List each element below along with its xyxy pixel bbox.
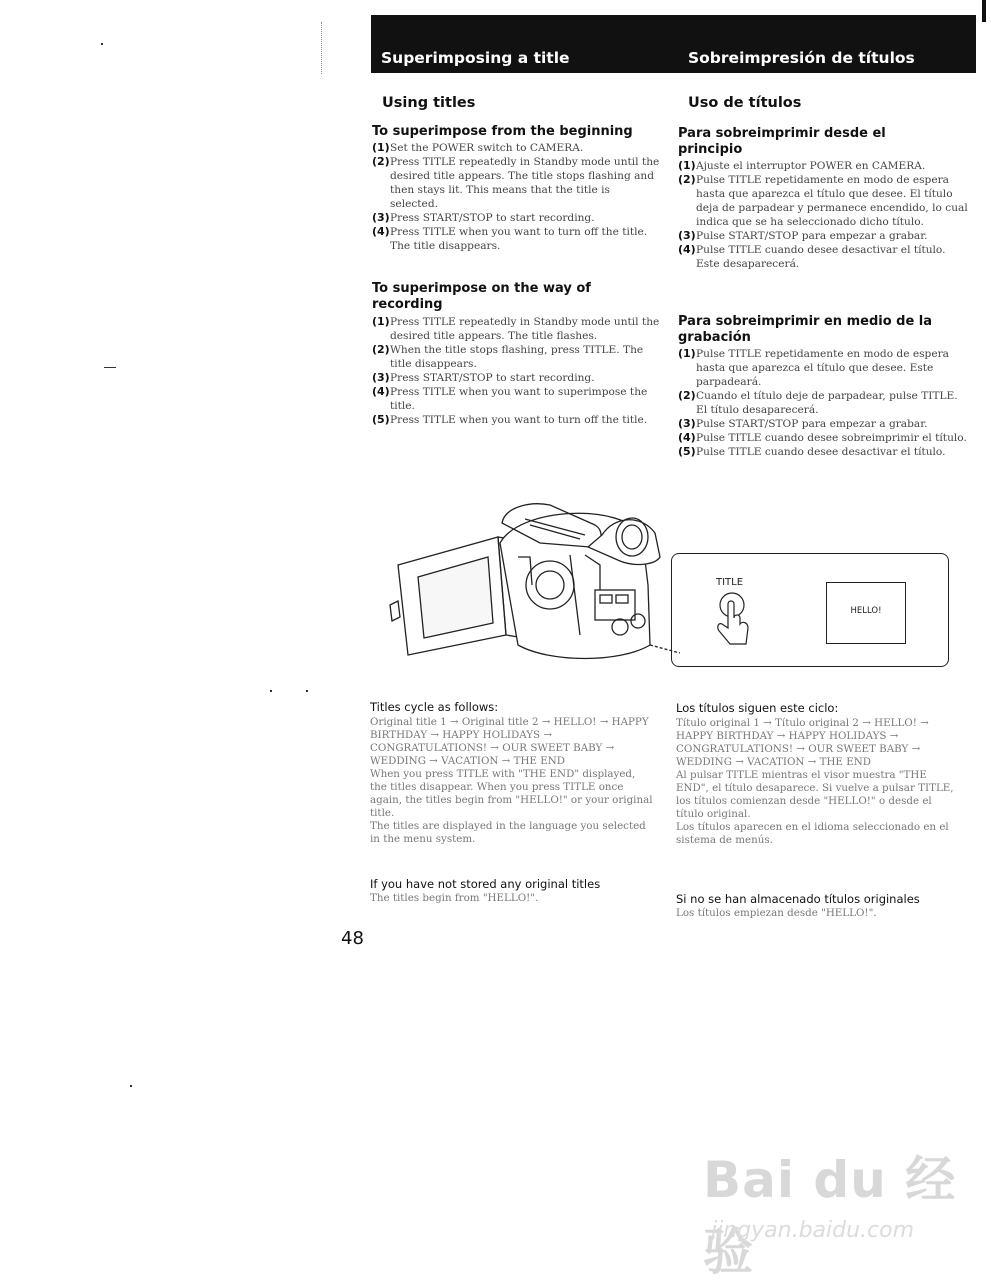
step-item: (3) Press START/STOP to start recording. bbox=[372, 371, 595, 384]
title-button-panel bbox=[671, 553, 949, 667]
step-item: (5) Pulse TITLE cuando desee desactivar el título. bbox=[678, 445, 946, 458]
section-title-en: Using titles bbox=[382, 95, 476, 111]
viewfinder-screen bbox=[826, 582, 906, 644]
step-item: (4) Press TITLE when you want to turn off the title. The title disappears. bbox=[372, 225, 648, 252]
camcorder-illustration bbox=[380, 495, 680, 670]
step-item: (4) Pulse TITLE cuando desee desactivar el título. Este desaparecerá. bbox=[678, 243, 946, 270]
not-stored-text-es: Los títulos empiezan desde "HELLO!". bbox=[676, 907, 877, 919]
step-item: (2) Press TITLE repeatedly in Standby mode until the desired title appears. The title stops flashing and then stays lit. This means that the title is selected. bbox=[372, 155, 660, 210]
cycle-text-en: Original title 1 → Original title 2 → HELLO! → HAPPY BIRTHDAY → HAPPY HOLIDAYS → CONGRATULATIONS! → OUR SWEET BABY → WEDDING → VACATION → THE END When you press TITLE with "THE END" displayed, the titles disappear. When you press TITLE once again, the titles begin from "HELLO!" or your original title. The titles are displayed in the language you selected in the menu system. bbox=[370, 716, 653, 845]
step-item: (3) Pulse START/STOP para empezar a grabar. bbox=[678, 417, 928, 430]
steps-beginning-es bbox=[678, 159, 968, 271]
heading-midway-es: Para sobreimprimir en medio de la grabación bbox=[678, 314, 933, 345]
page-edge-mark bbox=[982, 0, 986, 22]
step-item: (1) Set the POWER switch to CAMERA. bbox=[372, 141, 584, 154]
watermark-url: jingyan.baidu.com bbox=[711, 1218, 915, 1243]
step-item: (2) Pulse TITLE repetidamente en modo de espera hasta que aparezca el título que desee. El título deja de parpadear y permanece encendido, lo cual indica que se ha seleccionado dicho título. bbox=[678, 173, 968, 228]
step-item: (2) When the title stops flashing, press TITLE. The title disappears. bbox=[372, 343, 644, 370]
section-banner bbox=[371, 15, 976, 73]
step-item: (5) Press TITLE when you want to turn off the title. bbox=[372, 413, 648, 426]
steps-beginning-en bbox=[372, 141, 660, 253]
step-item: (1) Press TITLE repeatedly in Standby mode until the desired title appears. The title flashes. bbox=[372, 315, 660, 342]
screen-title-text: HELLO! bbox=[850, 606, 882, 616]
baidu-watermark bbox=[703, 1140, 973, 1281]
title-button-label: TITLE bbox=[716, 577, 744, 588]
heading-midway-en: To superimpose on the way of recording bbox=[372, 281, 591, 312]
page-number: 48 bbox=[341, 928, 364, 949]
hand-pressing-button-icon bbox=[710, 588, 760, 650]
scan-speck bbox=[270, 690, 272, 692]
not-stored-text-en: The titles begin from "HELLO!". bbox=[370, 892, 539, 904]
step-item: (3) Press START/STOP to start recording. bbox=[372, 211, 595, 224]
heading-beginning-es: Para sobreimprimir desde el principio bbox=[678, 126, 886, 157]
cycle-text-es: Título original 1 → Título original 2 → HELLO! → HAPPY BIRTHDAY → HAPPY HOLIDAYS → CONGRATULATIONS! → OUR SWEET BABY → WEDDING → VACATION → THE END Al pulsar TITLE mientras el visor muestra "THE END", el título desaparece. Si vuelve a pulsar TITLE, los títulos comienzan desde "HELLO!" o desde el título original. Los títulos aparecen en el idioma seleccionado en el sistema de menús. bbox=[676, 717, 954, 846]
not-stored-caption-es: Si no se han almacenado títulos originales bbox=[676, 892, 920, 906]
step-item: (4) Press TITLE when you want to superimpose the title. bbox=[372, 385, 648, 412]
step-item: (1) Ajuste el interruptor POWER en CAMERA. bbox=[678, 159, 926, 172]
section-title-es: Uso de títulos bbox=[688, 95, 802, 111]
scan-speck bbox=[101, 43, 103, 45]
steps-midway-en bbox=[372, 315, 660, 427]
not-stored-caption-en: If you have not stored any original titles bbox=[370, 877, 601, 891]
step-item: (3) Pulse START/STOP para empezar a grabar. bbox=[678, 229, 928, 242]
scan-speck bbox=[130, 1085, 132, 1087]
banner-title-en: Superimposing a title bbox=[381, 49, 570, 67]
step-item: (4) Pulse TITLE cuando desee sobreimprimir el título. bbox=[678, 431, 967, 444]
step-item: (1) Pulse TITLE repetidamente en modo de espera hasta que aparezca el título que desee. Este parpadeará. bbox=[678, 347, 949, 388]
heading-beginning-en: To superimpose from the beginning bbox=[372, 124, 633, 139]
cycle-caption-en: Titles cycle as follows: bbox=[370, 700, 499, 714]
scan-speck bbox=[306, 690, 308, 692]
watermark-logo-text: Bai du 经验 bbox=[703, 1151, 957, 1281]
step-item: (2) Cuando el título deje de parpadear, pulse TITLE. El título desaparecerá. bbox=[678, 389, 958, 416]
banner-title-es: Sobreimpresión de títulos bbox=[688, 49, 915, 67]
binding-line bbox=[321, 22, 323, 74]
scan-speck bbox=[104, 367, 116, 368]
cycle-caption-es: Los títulos siguen este ciclo: bbox=[676, 701, 839, 715]
steps-midway-es bbox=[678, 347, 968, 459]
